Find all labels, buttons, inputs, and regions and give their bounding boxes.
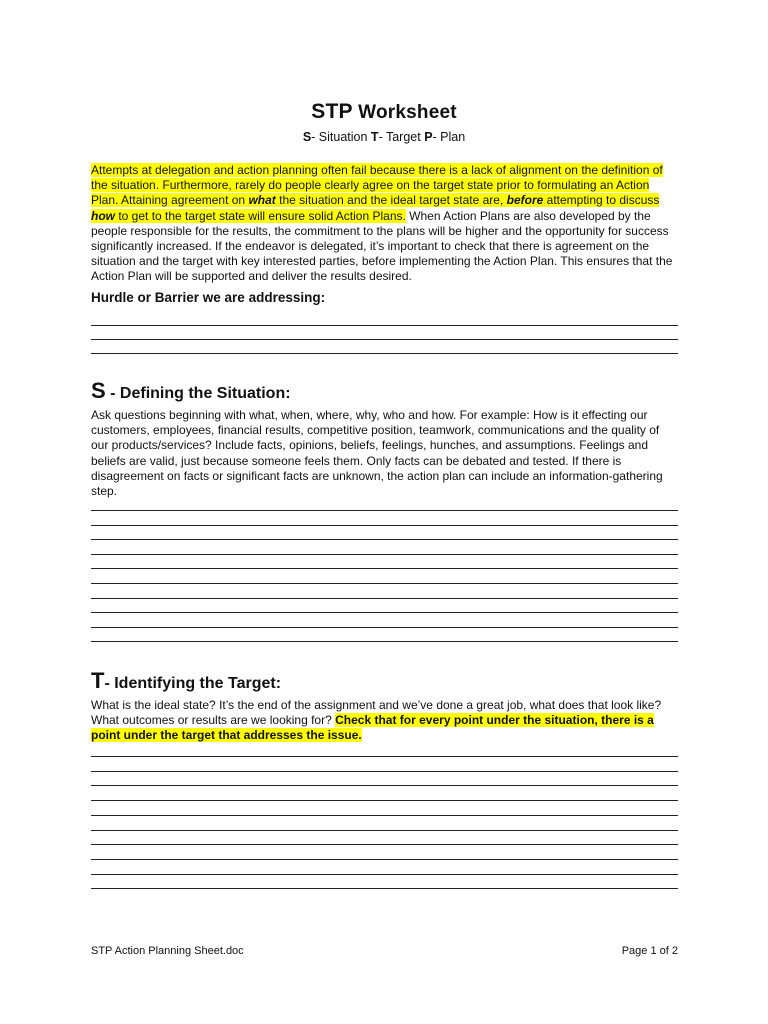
answer-line[interactable] — [91, 874, 678, 875]
intro-h3: attempting to discuss — [543, 193, 660, 208]
subtitle-s: S — [302, 130, 312, 144]
answer-line[interactable] — [91, 627, 678, 628]
answer-line[interactable] — [91, 641, 678, 642]
title-rest: Worksheet — [352, 102, 457, 123]
intro-h2: the situation and the ideal target state are, — [275, 193, 507, 208]
intro-before: before — [506, 193, 544, 208]
answer-line[interactable] — [91, 510, 678, 511]
answer-line[interactable] — [91, 756, 678, 757]
intro-paragraph — [91, 163, 677, 285]
answer-line[interactable] — [91, 525, 678, 526]
answer-line[interactable] — [91, 830, 678, 831]
answer-line[interactable] — [91, 353, 678, 354]
subtitle-s-text: - Situation — [311, 130, 371, 144]
subtitle-t-text: - Target — [378, 130, 425, 144]
answer-line[interactable] — [91, 771, 678, 772]
answer-line[interactable] — [91, 859, 678, 860]
hurdle-label: Hurdle or Barrier we are addressing: — [91, 290, 326, 305]
situation-letter: S — [91, 378, 106, 403]
page-subtitle — [0, 130, 768, 144]
answer-line[interactable] — [91, 785, 678, 786]
intro-what: what — [248, 193, 276, 208]
answer-line[interactable] — [91, 339, 678, 340]
answer-line[interactable] — [91, 800, 678, 801]
situation-paragraph: Ask questions beginning with what, when, where, why, who and how. For example: How is it effecting our customers, employees, financial results, competitive position, teamwork, communications and the quality of our products/services? Include facts, opinions, beliefs, feelings, hunches, and assumptions. Feelings and beliefs are valid, just because someone feels them. Only facts can be debated and tested. If there is disagreement on facts or significant facts are unknown, the action plan can include an information-gathering step. — [91, 408, 663, 499]
intro-h4: to get to the target state will ensure solid Action Plans. — [115, 208, 406, 223]
answer-line[interactable] — [91, 888, 678, 889]
answer-line[interactable] — [91, 815, 678, 816]
answer-line[interactable] — [91, 539, 678, 540]
answer-line[interactable] — [91, 598, 678, 599]
subtitle-p-text: - Plan — [432, 130, 466, 144]
answer-line[interactable] — [91, 612, 678, 613]
subtitle-t: T — [370, 130, 379, 144]
answer-line[interactable] — [91, 583, 678, 584]
answer-line[interactable] — [91, 568, 678, 569]
situation-heading-text: - Defining the Situation: — [105, 385, 291, 402]
title-strong: STP — [311, 100, 353, 123]
answer-line[interactable] — [91, 325, 678, 326]
page-title — [0, 100, 768, 124]
intro-h1: Attempts at delegation and action planning often fail because there is a lack of alignment on the definition of the situation. Furthermore, rarely do people clearly agree on the target state prior to formulating an Action Plan. Attaining agreement on — [91, 163, 663, 208]
intro-how: how — [91, 208, 115, 223]
target-heading — [91, 668, 281, 694]
footer-filename: STP Action Planning Sheet.doc — [91, 945, 244, 957]
intro-rest: When Action Plans are also developed by the people responsible for the results, the commitment to the plans will be higher and the opportunity for success significantly increased. If the endeavor is delegated, it’s important to check that there is agreement on the situation and the target with key interested parties, before implementing the Action Plan. This ensures that the Action Plan will be supported and deliver the results desired. — [91, 208, 673, 284]
answer-line[interactable] — [91, 844, 678, 845]
target-heading-text: - Identifying the Target: — [104, 675, 282, 692]
target-text: What is the ideal state? It’s the end of the assignment and we’ve done a great job, what does that look like? What outcomes or results are we looking for? — [91, 698, 662, 728]
target-highlight: Check that for every point under the situation, there is a point under the target that addresses the issue. — [91, 713, 654, 743]
footer-page-number: Page 1 of 2 — [621, 945, 678, 957]
target-letter: T — [91, 668, 105, 693]
target-paragraph — [91, 698, 677, 744]
subtitle-p: P — [424, 130, 433, 144]
situation-heading — [91, 378, 291, 404]
answer-line[interactable] — [91, 554, 678, 555]
